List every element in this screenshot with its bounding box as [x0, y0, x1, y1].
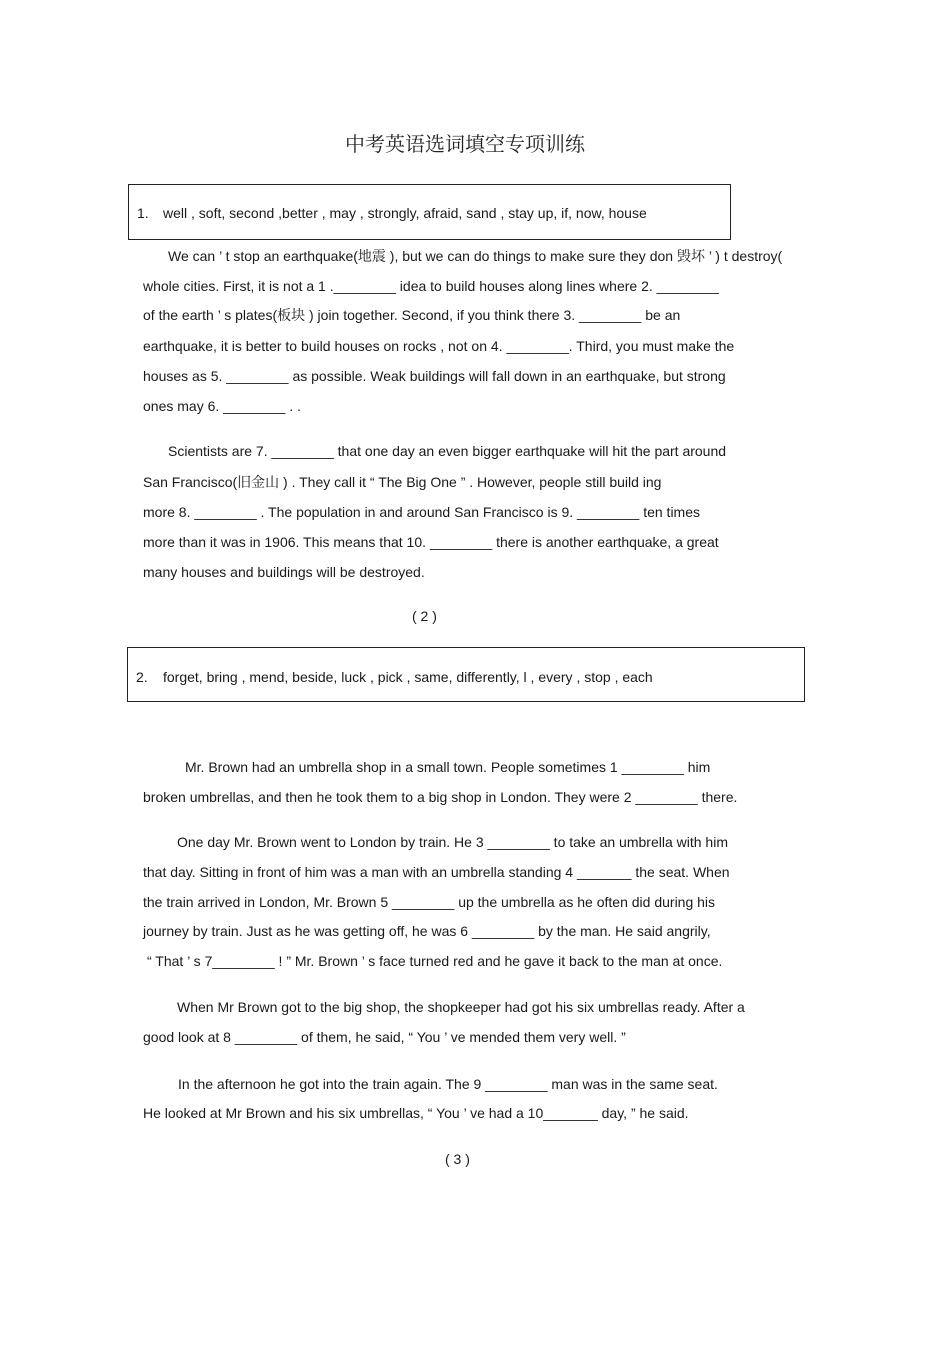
word-box-1-words: well , soft, second ,better , may , strongly, afraid, sand , stay up, if, now, house — [163, 205, 647, 221]
s2-p3-line-1: When Mr Brown got to the big shop, the shopkeeper had got his six umbrellas ready. After a — [177, 999, 745, 1015]
word-box-2 — [127, 647, 805, 702]
s1-p1-line-6: ones may 6. ________ . . — [143, 398, 301, 414]
word-box-2-words: forget, bring , mend, beside, luck , pick , same, differently, l , every , stop , each — [163, 669, 653, 685]
s1-p1-line-5: houses as 5. ________ as possible. Weak buildings will fall down in an earthquake, but strong — [143, 368, 726, 384]
s2-p4-line-2: He looked at Mr Brown and his six umbrellas, “ You ’ ve had a 10_______ day, ” he said. — [143, 1105, 689, 1121]
word-box-1 — [128, 184, 731, 240]
s1-p2-line-2: San Francisco(旧金山 ) . They call it “ The Big One ” . However, people still build ing — [143, 474, 662, 490]
s2-p2-line-3: the train arrived in London, Mr. Brown 5 ________ up the umbrella as he often did during his — [143, 894, 716, 910]
page-label-2: ( 2 ) — [412, 608, 437, 624]
s1-p1-line-3: of the earth ’ s plates(板块 ) join together. Second, if you think there 3. ________ be an — [143, 307, 681, 323]
s2-p2-line-2: that day. Sitting in front of him was a man with an umbrella standing 4 _______ the seat. When — [143, 864, 730, 880]
s2-p1-line-1: Mr. Brown had an umbrella shop in a small town. People sometimes 1 ________ him — [185, 759, 711, 775]
word-box-2-number: 2. — [136, 669, 148, 685]
s2-p4-line-1: In the afternoon he got into the train again. The 9 ________ man was in the same seat. — [178, 1076, 718, 1092]
s1-p1-line-1: We can ’ t stop an earthquake(地震 ), but we can do things to make sure they don 毁坏 ’ ) t destroy( — [168, 248, 783, 264]
s1-p2-line-1: Scientists are 7. ________ that one day an even bigger earthquake will hit the part around — [168, 443, 727, 459]
word-box-1-number: 1. — [137, 205, 149, 221]
s1-p2-line-4: more than it was in 1906. This means that 10. ________ there is another earthquake, a great — [143, 534, 719, 550]
page-label-3: ( 3 ) — [445, 1151, 470, 1167]
s2-p1-line-2: broken umbrellas, and then he took them to a big shop in London. They were 2 ________ there. — [143, 789, 738, 805]
s1-p2-line-3: more 8. ________ . The population in and around San Francisco is 9. ________ ten times — [143, 504, 701, 520]
page-title: 中考英语选词填空专项训练 — [345, 132, 585, 156]
s1-p2-line-5: many houses and buildings will be destroyed. — [143, 564, 425, 580]
s2-p2-line-1: One day Mr. Brown went to London by train. He 3 ________ to take an umbrella with him — [177, 834, 728, 850]
s2-p2-line-5: “ That ’ s 7________ ! ” Mr. Brown ’ s face turned red and he gave it back to the man at once. — [147, 953, 723, 969]
s2-p2-line-4: journey by train. Just as he was getting off, he was 6 ________ by the man. He said angrily, — [143, 923, 711, 939]
s2-p3-line-2: good look at 8 ________ of them, he said, “ You ’ ve mended them very well. ” — [143, 1029, 626, 1045]
s1-p1-line-4: earthquake, it is better to build houses on rocks , not on 4. ________. Third, you must make the — [143, 338, 735, 354]
s1-p1-line-2: whole cities. First, it is not a 1 .________ idea to build houses along lines where 2. ________ — [143, 278, 719, 294]
